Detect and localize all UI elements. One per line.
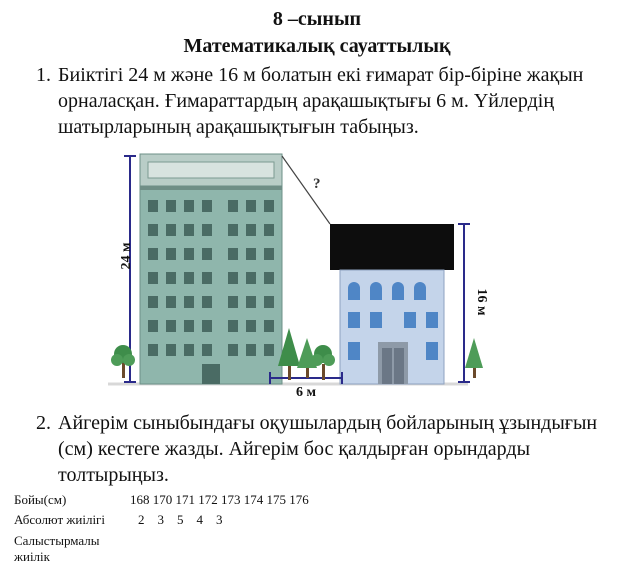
distance-label: 6 м [295, 385, 317, 400]
height-label: Бойы(см) [14, 492, 67, 507]
task-1-number: 1. [36, 64, 51, 86]
grade-title: 8 –сынып [272, 8, 362, 30]
short-building [330, 224, 454, 384]
task-1-text: Биіктігі 24 м және 16 м болатын екі ғимарат бір-біріне жақын орналасқан. Ғимараттардың арақашықтығы 6 м. Үйлердің шатырларының арақашықтығын табыңыз. [58, 64, 584, 138]
absolute-frequency-values: 2 3 5 4 3 [138, 512, 223, 527]
tree-icon [111, 345, 135, 378]
subject-title: Математикалық сауаттылық [183, 35, 451, 57]
task-1 [36, 62, 626, 140]
tall-height-label: 24 м [119, 242, 134, 270]
short-height-label: 16 м [474, 288, 489, 316]
task-2-number: 2. [36, 412, 51, 434]
roof-distance-line [282, 156, 330, 224]
unknown-mark: ? [313, 176, 321, 192]
relative-frequency-label: Салыстырмалы жиілік [14, 533, 100, 564]
absolute-frequency-label: Абсолют жиілігі [14, 512, 105, 527]
tree-icon [465, 338, 483, 378]
tall-building [140, 154, 282, 384]
task-2-text: Айгерім сыныбындағы оқушылардың бойларының ұзындығын (см) кестеге жазды. Айгерім бос қалдырған орындарды толтырыңыз. [58, 412, 598, 486]
task-2 [36, 410, 626, 488]
buildings-figure [108, 152, 500, 400]
tree-icon [311, 345, 335, 380]
height-values: 168 170 171 172 173 174 175 176 [130, 492, 309, 507]
